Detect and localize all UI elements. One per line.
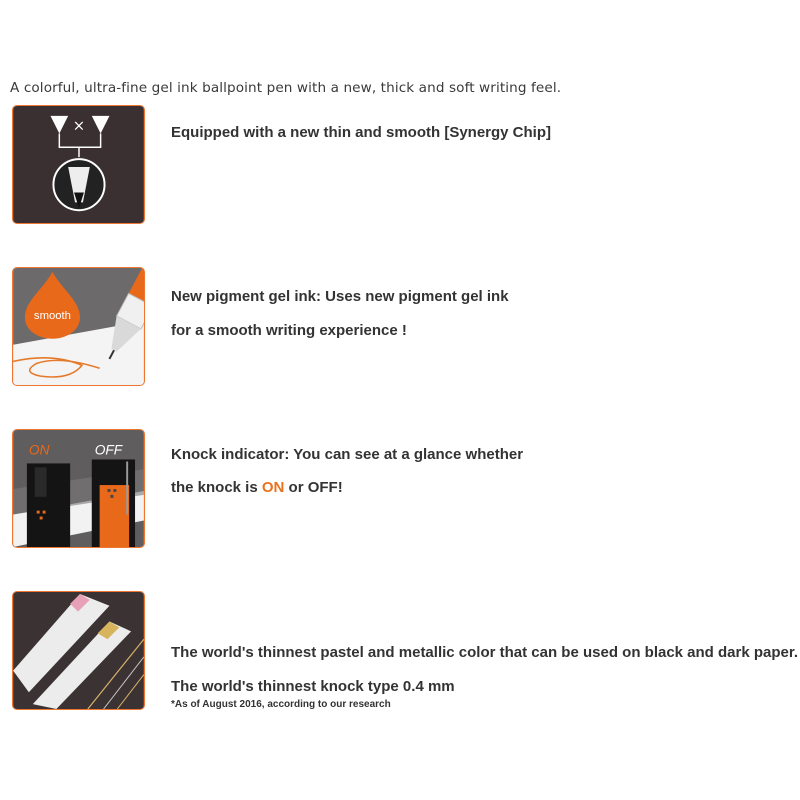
line-2-prefix: the knock is bbox=[171, 479, 262, 496]
on-highlight: ON bbox=[261, 479, 285, 496]
image-x-mark: × bbox=[72, 117, 86, 135]
on-label: ON bbox=[28, 442, 50, 458]
off-label: OFF bbox=[94, 442, 123, 458]
line-2-suffix: or OFF! bbox=[284, 479, 343, 496]
footnote: *As of August 2016, according to our research bbox=[171, 699, 391, 710]
feature-1-line-1: Equipped with a new thin and smooth [Synergy Chip] bbox=[171, 124, 552, 141]
feature-4-line-2: The world's thinnest knock type 0.4 mm bbox=[171, 678, 455, 695]
feature-3-line-1: Knock indicator: You can see at a glance whether bbox=[171, 446, 524, 463]
smooth-label: smooth bbox=[33, 310, 71, 323]
pigment-ink-image bbox=[12, 267, 145, 386]
synergy-chip-image bbox=[12, 105, 145, 224]
feature-2-line-2: for a smooth writing experience ! bbox=[171, 322, 407, 339]
top-band bbox=[0, 0, 800, 76]
intro-text: A colorful, ultra-fine gel ink ballpoint pen with a new, thick and soft writing feel. bbox=[10, 80, 562, 96]
synergy-chip-tips-icon bbox=[13, 106, 144, 223]
knock-indicator-image bbox=[12, 429, 145, 548]
knock-indicator-icon bbox=[13, 430, 144, 547]
pastel-metallic-pens-icon bbox=[13, 592, 144, 709]
pastel-metallic-image bbox=[12, 591, 145, 710]
feature-3-line-2 bbox=[171, 479, 343, 496]
ink-drop-pen-icon bbox=[13, 268, 144, 385]
feature-4-line-1: The world's thinnest pastel and metallic color that can be used on black and dark paper. bbox=[171, 644, 799, 661]
feature-2-line-1: New pigment gel ink: Uses new pigment gel ink bbox=[171, 288, 509, 305]
